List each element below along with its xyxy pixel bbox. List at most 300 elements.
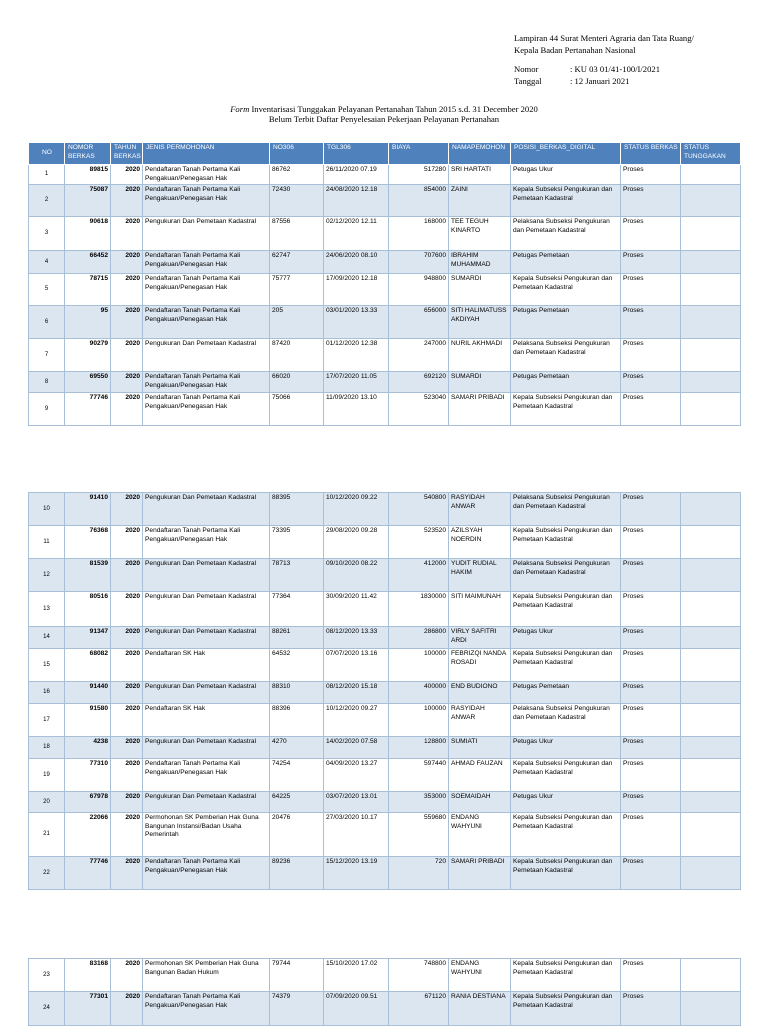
status-berkas-cell: Proses — [621, 393, 681, 426]
table-row — [29, 372, 741, 393]
no306-cell: 79744 — [270, 959, 324, 992]
tahun-berkas-cell: 2020 — [111, 992, 143, 1026]
table-row — [29, 627, 741, 649]
jenis-permohonan-cell: Pendaftaran SK Hak — [143, 649, 270, 682]
nama-pemohon-cell: SUMARDI — [449, 274, 511, 306]
column-header-row-number: NO — [29, 143, 65, 165]
posisi-berkas-cell: Pelaksana Subseksi Pengukuran dan Pemetaan Kadastral — [511, 339, 621, 372]
status-tunggakan-cell — [681, 704, 741, 737]
nama-pemohon-cell: VIRLY SAFITRI ARDI — [449, 627, 511, 649]
no306-cell: 74379 — [270, 992, 324, 1026]
column-header-tahun-berkas: TAHUN BERKAS — [111, 143, 143, 165]
biaya-cell: 247000 — [389, 339, 449, 372]
inventory-table-page-3 — [28, 958, 741, 1026]
status-tunggakan-cell — [681, 627, 741, 649]
no306-cell: 78713 — [270, 559, 324, 592]
no306-cell: 66020 — [270, 372, 324, 393]
tgl306-cell: 03/07/2020 13.01 — [324, 792, 389, 813]
tahun-berkas-cell: 2020 — [111, 792, 143, 813]
biaya-cell: 854000 — [389, 185, 449, 217]
tahun-berkas-cell: 2020 — [111, 339, 143, 372]
row-number-cell: 11 — [29, 526, 65, 559]
tgl306-cell: 11/09/2020 13.10 — [324, 393, 389, 426]
status-berkas-cell: Proses — [621, 592, 681, 627]
jenis-permohonan-cell: Pengukuran Dan Pemetaan Kadastral — [143, 682, 270, 704]
status-berkas-cell: Proses — [621, 704, 681, 737]
tgl306-cell: 01/12/2020 12.38 — [324, 339, 389, 372]
status-tunggakan-cell — [681, 792, 741, 813]
status-berkas-cell: Proses — [621, 649, 681, 682]
status-tunggakan-cell — [681, 759, 741, 792]
nama-pemohon-cell: RANIA DESTIANA — [449, 992, 511, 1026]
biaya-cell: 720 — [389, 857, 449, 890]
row-number-cell: 24 — [29, 992, 65, 1026]
posisi-berkas-cell: Kepala Subseksi Pengukuran dan Pemetaan Kadastral — [511, 992, 621, 1026]
biaya-cell: 559680 — [389, 813, 449, 857]
posisi-berkas-cell: Petugas Ukur — [511, 737, 621, 759]
tahun-berkas-cell: 2020 — [111, 813, 143, 857]
tahun-berkas-cell: 2020 — [111, 704, 143, 737]
posisi-berkas-cell: Kepala Subseksi Pengukuran dan Pemetaan Kadastral — [511, 393, 621, 426]
biaya-cell: 748800 — [389, 959, 449, 992]
status-berkas-cell: Proses — [621, 274, 681, 306]
lampiran-line-1: Lampiran 44 Surat Menteri Agraria dan Tata Ruang/ — [514, 33, 694, 43]
document-title-line-2: Belum Terbit Daftar Penyelesaian Pekerjaan Pelayanan Pertanahan — [268, 114, 500, 124]
no306-cell: 88261 — [270, 627, 324, 649]
jenis-permohonan-cell: Pengukuran Dan Pemetaan Kadastral — [143, 792, 270, 813]
nomor-berkas-cell: 22066 — [65, 813, 111, 857]
no306-cell: 86762 — [270, 165, 324, 185]
nama-pemohon-cell: SUMIATI — [449, 737, 511, 759]
biaya-cell: 412000 — [389, 559, 449, 592]
nama-pemohon-cell: SUMARDI — [449, 372, 511, 393]
posisi-berkas-cell: Pelaksana Subseksi Pengukuran dan Pemetaan Kadastral — [511, 217, 621, 251]
tahun-berkas-cell: 2020 — [111, 649, 143, 682]
status-tunggakan-cell — [681, 737, 741, 759]
biaya-cell: 523040 — [389, 393, 449, 426]
column-header-posisi-berkas: POSISI_BERKAS_DIGITAL — [511, 143, 621, 165]
column-header-no306: NO306 — [270, 143, 324, 165]
tgl306-cell: 15/12/2020 13.19 — [324, 857, 389, 890]
tanggal-value: : 12 Januari 2021 — [570, 76, 630, 86]
status-berkas-cell: Proses — [621, 306, 681, 339]
column-header-tgl306: TGL306 — [324, 143, 389, 165]
nomor-berkas-cell: 77310 — [65, 759, 111, 792]
table-header-row — [29, 143, 741, 165]
tahun-berkas-cell: 2020 — [111, 559, 143, 592]
table-row — [29, 649, 741, 682]
tahun-berkas-cell: 2020 — [111, 274, 143, 306]
posisi-berkas-cell: Petugas Pemetaan — [511, 306, 621, 339]
tahun-berkas-cell: 2020 — [111, 682, 143, 704]
status-berkas-cell: Proses — [621, 339, 681, 372]
status-tunggakan-cell — [681, 393, 741, 426]
table-row — [29, 526, 741, 559]
jenis-permohonan-cell: Pengukuran Dan Pemetaan Kadastral — [143, 737, 270, 759]
column-header-nomor-berkas: NOMOR BERKAS — [65, 143, 111, 165]
column-header-jenis-permohonan: JENIS PERMOHONAN — [143, 143, 270, 165]
no306-cell: 20476 — [270, 813, 324, 857]
tgl306-cell: 04/09/2020 13.27 — [324, 759, 389, 792]
row-number-cell: 21 — [29, 813, 65, 857]
biaya-cell: 286800 — [389, 627, 449, 649]
tgl306-cell: 26/11/2020 07.19 — [324, 165, 389, 185]
table-row — [29, 813, 741, 857]
biaya-cell: 540800 — [389, 493, 449, 526]
jenis-permohonan-cell: Pendaftaran Tanah Pertama Kali Pengakuan/Penegasan Hak — [143, 185, 270, 217]
table-row — [29, 759, 741, 792]
posisi-berkas-cell: Kepala Subseksi Pengukuran dan Pemetaan Kadastral — [511, 813, 621, 857]
no306-cell: 205 — [270, 306, 324, 339]
tgl306-cell: 08/12/2020 15.18 — [324, 682, 389, 704]
lampiran-line-2: Kepala Badan Pertanahan Nasional — [514, 45, 636, 55]
jenis-permohonan-cell: Pendaftaran Tanah Pertama Kali Pengakuan/Penegasan Hak — [143, 274, 270, 306]
row-number-cell: 22 — [29, 857, 65, 890]
biaya-cell: 948800 — [389, 274, 449, 306]
tahun-berkas-cell: 2020 — [111, 627, 143, 649]
nama-pemohon-cell: ENDANG WAHYUNI — [449, 813, 511, 857]
nomor-berkas-cell: 81539 — [65, 559, 111, 592]
table-row — [29, 165, 741, 185]
nama-pemohon-cell: IBRAHIM MUHAMMAD — [449, 251, 511, 274]
nomor-berkas-cell: 91410 — [65, 493, 111, 526]
status-tunggakan-cell — [681, 526, 741, 559]
inventory-table-page-1 — [28, 142, 741, 426]
row-number-cell: 16 — [29, 682, 65, 704]
nomor-berkas-cell: 89815 — [65, 165, 111, 185]
table-row — [29, 592, 741, 627]
no306-cell: 87420 — [270, 339, 324, 372]
nama-pemohon-cell: ZAINI — [449, 185, 511, 217]
tgl306-cell: 09/10/2020 08.22 — [324, 559, 389, 592]
tgl306-cell: 17/07/2020 11.05 — [324, 372, 389, 393]
status-tunggakan-cell — [681, 682, 741, 704]
status-berkas-cell: Proses — [621, 682, 681, 704]
tgl306-cell: 02/12/2020 12.11 — [324, 217, 389, 251]
row-number-cell: 18 — [29, 737, 65, 759]
jenis-permohonan-cell: Pendaftaran Tanah Pertama Kali Pengakuan/Penegasan Hak — [143, 165, 270, 185]
status-berkas-cell: Proses — [621, 251, 681, 274]
table-row — [29, 959, 741, 992]
nomor-berkas-cell: 77746 — [65, 393, 111, 426]
jenis-permohonan-cell: Pendaftaran Tanah Pertama Kali Pengakuan/Penegasan Hak — [143, 857, 270, 890]
nomor-label: Nomor — [514, 64, 539, 74]
row-number-cell: 9 — [29, 393, 65, 426]
biaya-cell: 100000 — [389, 704, 449, 737]
jenis-permohonan-cell: Pendaftaran Tanah Pertama Kali Pengakuan/Penegasan Hak — [143, 372, 270, 393]
nomor-berkas-cell: 80516 — [65, 592, 111, 627]
row-number-cell: 15 — [29, 649, 65, 682]
tahun-berkas-cell: 2020 — [111, 165, 143, 185]
status-tunggakan-cell — [681, 493, 741, 526]
table-row — [29, 217, 741, 251]
tahun-berkas-cell: 2020 — [111, 185, 143, 217]
nomor-berkas-cell: 77301 — [65, 992, 111, 1026]
tahun-berkas-cell: 2020 — [111, 526, 143, 559]
jenis-permohonan-cell: Pengukuran Dan Pemetaan Kadastral — [143, 339, 270, 372]
posisi-berkas-cell: Kepala Subseksi Pengukuran dan Pemetaan Kadastral — [511, 759, 621, 792]
biaya-cell: 671120 — [389, 992, 449, 1026]
biaya-cell: 168000 — [389, 217, 449, 251]
posisi-berkas-cell: Kepala Subseksi Pengukuran dan Pemetaan Kadastral — [511, 185, 621, 217]
biaya-cell: 100000 — [389, 649, 449, 682]
biaya-cell: 707600 — [389, 251, 449, 274]
tanggal-row — [514, 76, 629, 86]
row-number-cell: 19 — [29, 759, 65, 792]
nama-pemohon-cell: NURIL AKHMADI — [449, 339, 511, 372]
tgl306-cell: 24/06/2020 08.10 — [324, 251, 389, 274]
table-row — [29, 306, 741, 339]
posisi-berkas-cell: Kepala Subseksi Pengukuran dan Pemetaan Kadastral — [511, 592, 621, 627]
status-tunggakan-cell — [681, 857, 741, 890]
nama-pemohon-cell: FEBRIZQI NANDA ROSADI — [449, 649, 511, 682]
posisi-berkas-cell: Kepala Subseksi Pengukuran dan Pemetaan Kadastral — [511, 526, 621, 559]
posisi-berkas-cell: Petugas Pemetaan — [511, 372, 621, 393]
nomor-berkas-cell: 67978 — [65, 792, 111, 813]
no306-cell: 75777 — [270, 274, 324, 306]
biaya-cell: 400000 — [389, 682, 449, 704]
status-tunggakan-cell — [681, 165, 741, 185]
posisi-berkas-cell: Kepala Subseksi Pengukuran dan Pemetaan Kadastral — [511, 274, 621, 306]
nama-pemohon-cell: RASYIDAH ANWAR — [449, 704, 511, 737]
posisi-berkas-cell: Pelaksana Subseksi Pengukuran dan Pemetaan Kadastral — [511, 704, 621, 737]
tahun-berkas-cell: 2020 — [111, 857, 143, 890]
row-number-cell: 12 — [29, 559, 65, 592]
table-row — [29, 185, 741, 217]
tanggal-label: Tanggal — [514, 76, 542, 86]
inventory-table-page-2 — [28, 492, 741, 890]
row-number-cell: 4 — [29, 251, 65, 274]
tahun-berkas-cell: 2020 — [111, 493, 143, 526]
posisi-berkas-cell: Pelaksana Subseksi Pengukuran dan Pemetaan Kadastral — [511, 493, 621, 526]
tgl306-cell: 27/03/2020 10.17 — [324, 813, 389, 857]
status-tunggakan-cell — [681, 217, 741, 251]
nomor-berkas-cell: 91440 — [65, 682, 111, 704]
tgl306-cell: 30/09/2020 11.42 — [324, 592, 389, 627]
biaya-cell: 353000 — [389, 792, 449, 813]
no306-cell: 88396 — [270, 704, 324, 737]
no306-cell: 64225 — [270, 792, 324, 813]
status-tunggakan-cell — [681, 306, 741, 339]
posisi-berkas-cell: Petugas Pemetaan — [511, 251, 621, 274]
status-tunggakan-cell — [681, 959, 741, 992]
no306-cell: 75066 — [270, 393, 324, 426]
status-tunggakan-cell — [681, 339, 741, 372]
row-number-cell: 7 — [29, 339, 65, 372]
table-row — [29, 339, 741, 372]
no306-cell: 88310 — [270, 682, 324, 704]
no306-cell: 72430 — [270, 185, 324, 217]
status-tunggakan-cell — [681, 372, 741, 393]
table-row — [29, 704, 741, 737]
tgl306-cell: 17/09/2020 12.18 — [324, 274, 389, 306]
table-row — [29, 792, 741, 813]
nomor-value: : KU 03 01/41-100/I/2021 — [570, 64, 660, 74]
title-form-word: Form — [230, 104, 250, 114]
posisi-berkas-cell: Petugas Ukur — [511, 165, 621, 185]
status-berkas-cell: Proses — [621, 737, 681, 759]
biaya-cell: 523520 — [389, 526, 449, 559]
nama-pemohon-cell: AHMAD FAUZAN — [449, 759, 511, 792]
table-row — [29, 992, 741, 1026]
biaya-cell: 692120 — [389, 372, 449, 393]
status-berkas-cell: Proses — [621, 759, 681, 792]
tgl306-cell: 29/08/2020 09.28 — [324, 526, 389, 559]
tgl306-cell: 10/12/2020 09.22 — [324, 493, 389, 526]
status-berkas-cell: Proses — [621, 792, 681, 813]
status-berkas-cell: Proses — [621, 217, 681, 251]
row-number-cell: 8 — [29, 372, 65, 393]
nama-pemohon-cell: SAMARI PRIBADI — [449, 393, 511, 426]
tahun-berkas-cell: 2020 — [111, 217, 143, 251]
status-berkas-cell: Proses — [621, 185, 681, 217]
nomor-berkas-cell: 66452 — [65, 251, 111, 274]
nomor-berkas-cell: 91580 — [65, 704, 111, 737]
status-berkas-cell: Proses — [621, 857, 681, 890]
tahun-berkas-cell: 2020 — [111, 737, 143, 759]
no306-cell: 87556 — [270, 217, 324, 251]
nomor-berkas-cell: 4238 — [65, 737, 111, 759]
nama-pemohon-cell: SITI HALIMATUSS AKDIYAH — [449, 306, 511, 339]
nama-pemohon-cell: SOEMAIDAH — [449, 792, 511, 813]
biaya-cell: 128800 — [389, 737, 449, 759]
nama-pemohon-cell: SAMARI PRIBADI — [449, 857, 511, 890]
table-row — [29, 393, 741, 426]
jenis-permohonan-cell: Pendaftaran Tanah Pertama Kali Pengakuan/Penegasan Hak — [143, 526, 270, 559]
title-line-1-text: Inventarisasi Tunggakan Pelayanan Pertanahan Tahun 2015 s.d. 31 December 2020 — [249, 104, 538, 114]
nama-pemohon-cell: END BUDIONO — [449, 682, 511, 704]
tahun-berkas-cell: 2020 — [111, 251, 143, 274]
status-tunggakan-cell — [681, 251, 741, 274]
tahun-berkas-cell: 2020 — [111, 759, 143, 792]
jenis-permohonan-cell: Pengukuran Dan Pemetaan Kadastral — [143, 217, 270, 251]
nama-pemohon-cell: YUDIT RUDIAL HAKIM — [449, 559, 511, 592]
status-berkas-cell: Proses — [621, 627, 681, 649]
jenis-permohonan-cell: Permohonan SK Pemberian Hak Guna Bangunan Badan Hukum — [143, 959, 270, 992]
biaya-cell: 1830000 — [389, 592, 449, 627]
row-number-cell: 1 — [29, 165, 65, 185]
posisi-berkas-cell: Pelaksana Subseksi Pengukuran dan Pemetaan Kadastral — [511, 559, 621, 592]
status-tunggakan-cell — [681, 649, 741, 682]
table-row — [29, 857, 741, 890]
status-berkas-cell: Proses — [621, 992, 681, 1026]
tahun-berkas-cell: 2020 — [111, 306, 143, 339]
column-header-biaya: BIAYA — [389, 143, 449, 165]
tgl306-cell: 24/08/2020 12.18 — [324, 185, 389, 217]
status-berkas-cell: Proses — [621, 493, 681, 526]
posisi-berkas-cell: Petugas Ukur — [511, 627, 621, 649]
table-row — [29, 493, 741, 526]
posisi-berkas-cell: Kepala Subseksi Pengukuran dan Pemetaan Kadastral — [511, 649, 621, 682]
nomor-berkas-cell: 90279 — [65, 339, 111, 372]
nomor-berkas-cell: 68082 — [65, 649, 111, 682]
tgl306-cell: 08/12/2020 13.33 — [324, 627, 389, 649]
nomor-berkas-cell: 69550 — [65, 372, 111, 393]
biaya-cell: 517280 — [389, 165, 449, 185]
posisi-berkas-cell: Petugas Pemetaan — [511, 682, 621, 704]
nomor-berkas-cell: 76368 — [65, 526, 111, 559]
nomor-berkas-cell: 78715 — [65, 274, 111, 306]
jenis-permohonan-cell: Permohonan SK Pemberian Hak Guna Bangunan Instansi/Badan Usaha Pemerintah — [143, 813, 270, 857]
nomor-berkas-cell: 83168 — [65, 959, 111, 992]
status-berkas-cell: Proses — [621, 959, 681, 992]
row-number-cell: 23 — [29, 959, 65, 992]
row-number-cell: 13 — [29, 592, 65, 627]
no306-cell: 88395 — [270, 493, 324, 526]
posisi-berkas-cell: Petugas Ukur — [511, 792, 621, 813]
jenis-permohonan-cell: Pendaftaran Tanah Pertama Kali Pengakuan/Penegasan Hak — [143, 306, 270, 339]
no306-cell: 73395 — [270, 526, 324, 559]
status-tunggakan-cell — [681, 992, 741, 1026]
nomor-berkas-cell: 77746 — [65, 857, 111, 890]
status-berkas-cell: Proses — [621, 165, 681, 185]
status-tunggakan-cell — [681, 274, 741, 306]
status-tunggakan-cell — [681, 559, 741, 592]
tgl306-cell: 14/02/2020 07.58 — [324, 737, 389, 759]
row-number-cell: 6 — [29, 306, 65, 339]
nomor-row — [514, 64, 660, 74]
tahun-berkas-cell: 2020 — [111, 393, 143, 426]
status-tunggakan-cell — [681, 813, 741, 857]
biaya-cell: 656000 — [389, 306, 449, 339]
row-number-cell: 14 — [29, 627, 65, 649]
document-title-line-1 — [0, 104, 768, 114]
nomor-berkas-cell: 90618 — [65, 217, 111, 251]
table-row — [29, 251, 741, 274]
nomor-berkas-cell: 95 — [65, 306, 111, 339]
tahun-berkas-cell: 2020 — [111, 372, 143, 393]
no306-cell: 89236 — [270, 857, 324, 890]
nama-pemohon-cell: SRI HARTATI — [449, 165, 511, 185]
column-header-status-tunggakan: STATUS TUNGGAKAN — [681, 143, 741, 165]
nama-pemohon-cell: AZILSYAH NOERDIN — [449, 526, 511, 559]
tahun-berkas-cell: 2020 — [111, 959, 143, 992]
status-berkas-cell: Proses — [621, 559, 681, 592]
tgl306-cell: 10/12/2020 09.27 — [324, 704, 389, 737]
nama-pemohon-cell: SITI MAIMUNAH — [449, 592, 511, 627]
no306-cell: 74254 — [270, 759, 324, 792]
status-berkas-cell: Proses — [621, 526, 681, 559]
no306-cell: 77364 — [270, 592, 324, 627]
jenis-permohonan-cell: Pendaftaran Tanah Pertama Kali Pengakuan/Penegasan Hak — [143, 759, 270, 792]
nomor-berkas-cell: 91347 — [65, 627, 111, 649]
biaya-cell: 597440 — [389, 759, 449, 792]
jenis-permohonan-cell: Pendaftaran Tanah Pertama Kali Pengakuan/Penegasan Hak — [143, 393, 270, 426]
jenis-permohonan-cell: Pengukuran Dan Pemetaan Kadastral — [143, 559, 270, 592]
no306-cell: 62747 — [270, 251, 324, 274]
column-header-status-berkas: STATUS BERKAS — [621, 143, 681, 165]
table-row — [29, 737, 741, 759]
jenis-permohonan-cell: Pendaftaran Tanah Pertama Kali Pengakuan/Penegasan Hak — [143, 992, 270, 1026]
posisi-berkas-cell: Kepala Subseksi Pengukuran dan Pemetaan Kadastral — [511, 857, 621, 890]
nama-pemohon-cell: RASYIDAH ANWAR — [449, 493, 511, 526]
tgl306-cell: 07/09/2020 09.51 — [324, 992, 389, 1026]
jenis-permohonan-cell: Pengukuran Dan Pemetaan Kadastral — [143, 592, 270, 627]
status-tunggakan-cell — [681, 592, 741, 627]
tgl306-cell: 07/07/2020 13.16 — [324, 649, 389, 682]
column-header-nama-pemohon: NAMAPEMOHON — [449, 143, 511, 165]
tahun-berkas-cell: 2020 — [111, 592, 143, 627]
tgl306-cell: 03/01/2020 13.33 — [324, 306, 389, 339]
jenis-permohonan-cell: Pendaftaran Tanah Pertama Kali Pengakuan/Penegasan Hak — [143, 251, 270, 274]
row-number-cell: 10 — [29, 493, 65, 526]
row-number-cell: 2 — [29, 185, 65, 217]
no306-cell: 64532 — [270, 649, 324, 682]
no306-cell: 4270 — [270, 737, 324, 759]
nama-pemohon-cell: TEE TEGUH KINARTO — [449, 217, 511, 251]
lampiran-block — [514, 32, 764, 56]
nomor-berkas-cell: 75087 — [65, 185, 111, 217]
